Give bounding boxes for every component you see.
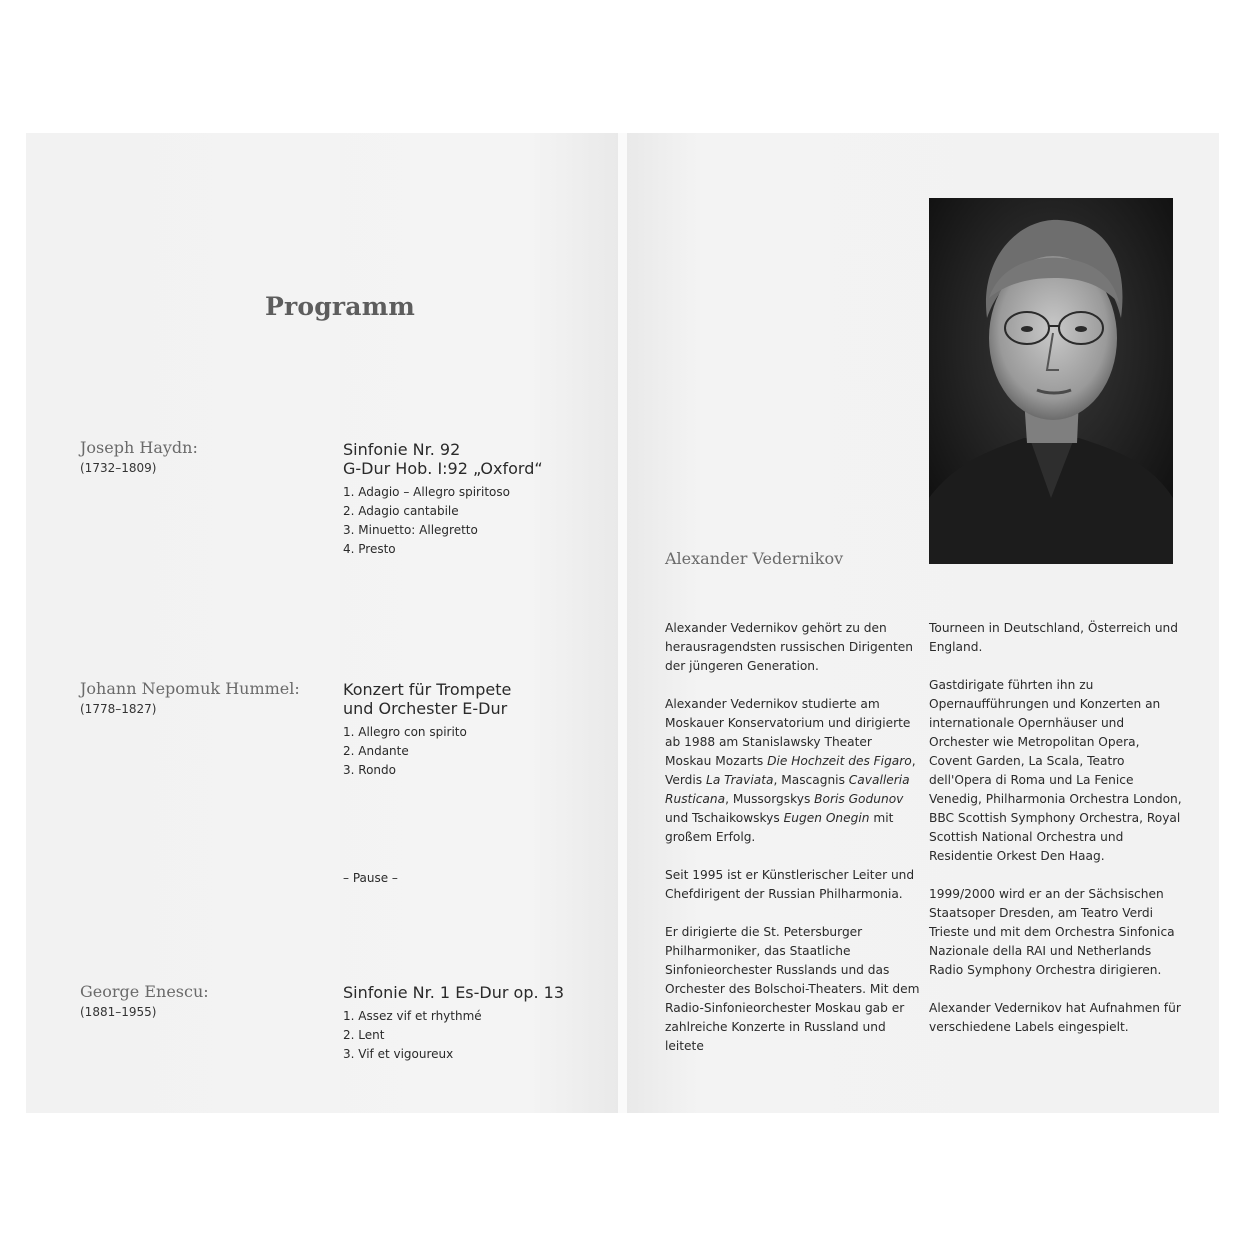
composer-name: George Enescu: — [80, 982, 209, 1001]
movement-item: 2. Lent — [343, 1028, 385, 1042]
composer-name: Joseph Haydn: — [80, 438, 198, 457]
movement-item: 1. Allegro con spirito — [343, 725, 467, 739]
work-title-line: Sinfonie Nr. 92 — [343, 440, 461, 459]
work-hummel — [343, 680, 511, 780]
work-haydn — [343, 440, 543, 559]
left-page — [26, 133, 618, 1113]
bio-paragraph: Alexander Vedernikov hat Aufnahmen für verschiedene Labels eingespielt. — [929, 1001, 1181, 1034]
bio-paragraph: 1999/2000 wird er an der Sächsischen Staatsoper Dresden, am Teatro Verdi Trieste und mit dem Orchestra Sinfonica Nazionale della RAI und Netherlands Radio Symphony Orchestra dirigieren. — [929, 887, 1175, 977]
movement-item: 3. Rondo — [343, 763, 396, 777]
movement-list — [343, 723, 511, 780]
bio-column-2 — [929, 619, 1185, 1056]
bio-paragraph: Gastdirigate führten ihn zu Opernaufführungen und Konzerten an internationale Opernhäuser und Orchester wie Metropolitan Opera, Covent Garden, La Scala, Teatro dell'Opera di Roma und La Fenice Venedig, Philharmonia Orchestra London, BBC Scottish Symphony Orchestra, Royal Scottish National Orchestra und Residentie Orkest Den Haag. — [929, 678, 1182, 863]
work-title-line: G-Dur Hob. I:92 „Oxford“ — [343, 459, 543, 478]
movement-list — [343, 1007, 564, 1064]
composer-enescu — [80, 982, 209, 1019]
composer-dates: (1881–1955) — [80, 1005, 157, 1019]
composer-name: Johann Nepomuk Hummel: — [80, 679, 300, 698]
movement-list — [343, 483, 543, 559]
composer-dates: (1732–1809) — [80, 461, 157, 475]
bio-paragraph: Seit 1995 ist er Künstlerischer Leiter und Chefdirigent der Russian Philharmonia. — [665, 868, 915, 901]
work-enescu — [343, 983, 564, 1064]
bio-paragraph: Er dirigierte die St. Petersburger Philharmoniker, das Staatliche Sinfonieorchester Russlands und das Orchester des Bolschoi-Theaters. Mit dem Radio-Sinfonieorchester Moskau gab er zahlreiche Konzerte in Russland und leitete — [665, 925, 920, 1053]
program-title: Programm — [265, 292, 416, 321]
page-gutter — [618, 133, 627, 1113]
work-title-line: Sinfonie Nr. 1 Es-Dur op. 13 — [343, 983, 565, 1002]
bio-paragraph-studies: Alexander Vedernikov studierte am Moskauer Konservatorium und dirigierte ab 1988 am Stanislawsky Theater Moskau Mozarts Die Hochzeit des Figaro, Verdis La Traviata, Mascagnis Cavalleria Rusticana, Mussorgskys Boris Godunov und Tschaikowskys Eugen Onegin mit großem Erfolg. — [665, 697, 916, 844]
composer-haydn — [80, 438, 198, 475]
bio-paragraph: Alexander Vedernikov gehört zu den herausragendsten russischen Dirigenten der jüngeren Generation. — [665, 621, 913, 673]
movement-item: 3. Vif et vigoureux — [343, 1047, 454, 1061]
conductor-portrait — [929, 198, 1173, 564]
work-title-line: Konzert für Trompete — [343, 680, 512, 699]
pause-label: – Pause – — [343, 871, 398, 885]
movement-item: 2. Andante — [343, 744, 409, 758]
movement-item: 1. Adagio – Allegro spiritoso — [343, 485, 510, 499]
movement-item: 3. Minuetto: Allegretto — [343, 523, 478, 537]
composer-dates: (1778–1827) — [80, 702, 157, 716]
conductor-name: Alexander Vedernikov — [665, 549, 844, 568]
composer-hummel — [80, 679, 300, 716]
bio-column-1 — [665, 619, 920, 1075]
movement-item: 4. Presto — [343, 542, 396, 556]
movement-item: 1. Assez vif et rhythmé — [343, 1009, 482, 1023]
movement-item: 2. Adagio cantabile — [343, 504, 459, 518]
bio-paragraph: Tourneen in Deutschland, Österreich und England. — [929, 621, 1179, 654]
work-title-line: und Orchester E-Dur — [343, 699, 508, 718]
